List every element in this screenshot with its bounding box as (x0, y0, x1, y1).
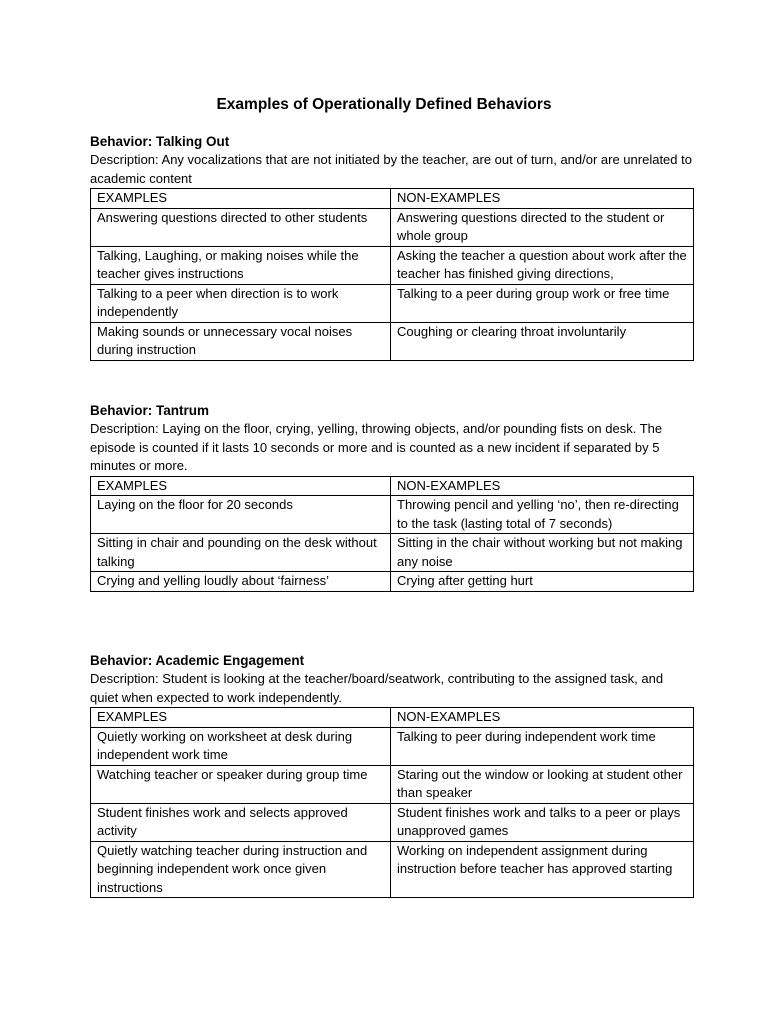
column-header-examples: EXAMPLES (91, 476, 391, 496)
example-cell: Talking, Laughing, or making noises while the teacher gives instructions (91, 246, 391, 284)
behavior-heading: Behavior: Talking Out (90, 134, 230, 149)
non-example-cell: Talking to peer during independent work time (391, 727, 694, 765)
example-cell: Quietly working on worksheet at desk during independent work time (91, 727, 391, 765)
non-example-cell: Working on independent assignment during instruction before teacher has approved starting (391, 841, 694, 898)
non-example-cell: Throwing pencil and yelling ‘no’, then re-directing to the task (lasting total of 7 seconds) (391, 496, 694, 534)
behavior-heading: Behavior: Academic Engagement (90, 653, 305, 668)
behavior-description: Description: Any vocalizations that are not initiated by the teacher, are out of turn, and/or are unrelated to academic content (90, 152, 692, 186)
table-row (91, 727, 694, 765)
example-cell: Quietly watching teacher during instruction and beginning independent work once given instructions (91, 841, 391, 898)
table-row (91, 765, 694, 803)
column-header-examples: EXAMPLES (91, 189, 391, 209)
column-header-examples: EXAMPLES (91, 708, 391, 728)
table-row (91, 803, 694, 841)
behavior-table (90, 476, 694, 592)
table-header-row (91, 476, 694, 496)
example-cell: Answering questions directed to other students (91, 208, 391, 246)
table-header-row (91, 708, 694, 728)
table-row (91, 322, 694, 360)
non-example-cell: Crying after getting hurt (391, 572, 694, 592)
column-header-non-examples: NON-EXAMPLES (391, 189, 694, 209)
example-cell: Laying on the floor for 20 seconds (91, 496, 391, 534)
behavior-table (90, 188, 694, 361)
document-title: Examples of Operationally Defined Behaviors (216, 96, 552, 113)
non-example-cell: Staring out the window or looking at student other than speaker (391, 765, 694, 803)
non-example-cell: Asking the teacher a question about work after the teacher has finished giving directions, (391, 246, 694, 284)
example-cell: Crying and yelling loudly about ‘fairness’ (91, 572, 391, 592)
table-row (91, 572, 694, 592)
column-header-non-examples: NON-EXAMPLES (391, 476, 694, 496)
example-cell: Talking to a peer when direction is to work independently (91, 284, 391, 322)
example-cell: Making sounds or unnecessary vocal noises during instruction (91, 322, 391, 360)
non-example-cell: Student finishes work and talks to a peer or plays unapproved games (391, 803, 694, 841)
column-header-non-examples: NON-EXAMPLES (391, 708, 694, 728)
behavior-section-talking-out (90, 132, 693, 361)
example-cell: Student finishes work and selects approved activity (91, 803, 391, 841)
table-row (91, 246, 694, 284)
table-row (91, 841, 694, 898)
table-row (91, 534, 694, 572)
non-example-cell: Answering questions directed to the student or whole group (391, 208, 694, 246)
table-row (91, 284, 694, 322)
table-header-row (91, 189, 694, 209)
behavior-description: Description: Student is looking at the teacher/board/seatwork, contributing to the assigned task, and quiet when expected to work independently. (90, 671, 664, 705)
table-row (91, 208, 694, 246)
behavior-table (90, 707, 694, 898)
non-example-cell: Sitting in the chair without working but not making any noise (391, 534, 694, 572)
example-cell: Sitting in chair and pounding on the desk without talking (91, 534, 391, 572)
behavior-heading: Behavior: Tantrum (90, 403, 210, 418)
behavior-section-academic-engagement (90, 651, 693, 898)
non-example-cell: Talking to a peer during group work or free time (391, 284, 694, 322)
table-row (91, 496, 694, 534)
non-example-cell: Coughing or clearing throat involuntarily (391, 322, 694, 360)
behavior-description: Description: Laying on the floor, crying, yelling, throwing objects, and/or pounding fists on desk. The episode is counted if it lasts 10 seconds or more and is counted as a new incident if separated by 5 minutes or more. (90, 421, 663, 473)
behavior-section-tantrum (90, 401, 693, 592)
example-cell: Watching teacher or speaker during group time (91, 765, 391, 803)
